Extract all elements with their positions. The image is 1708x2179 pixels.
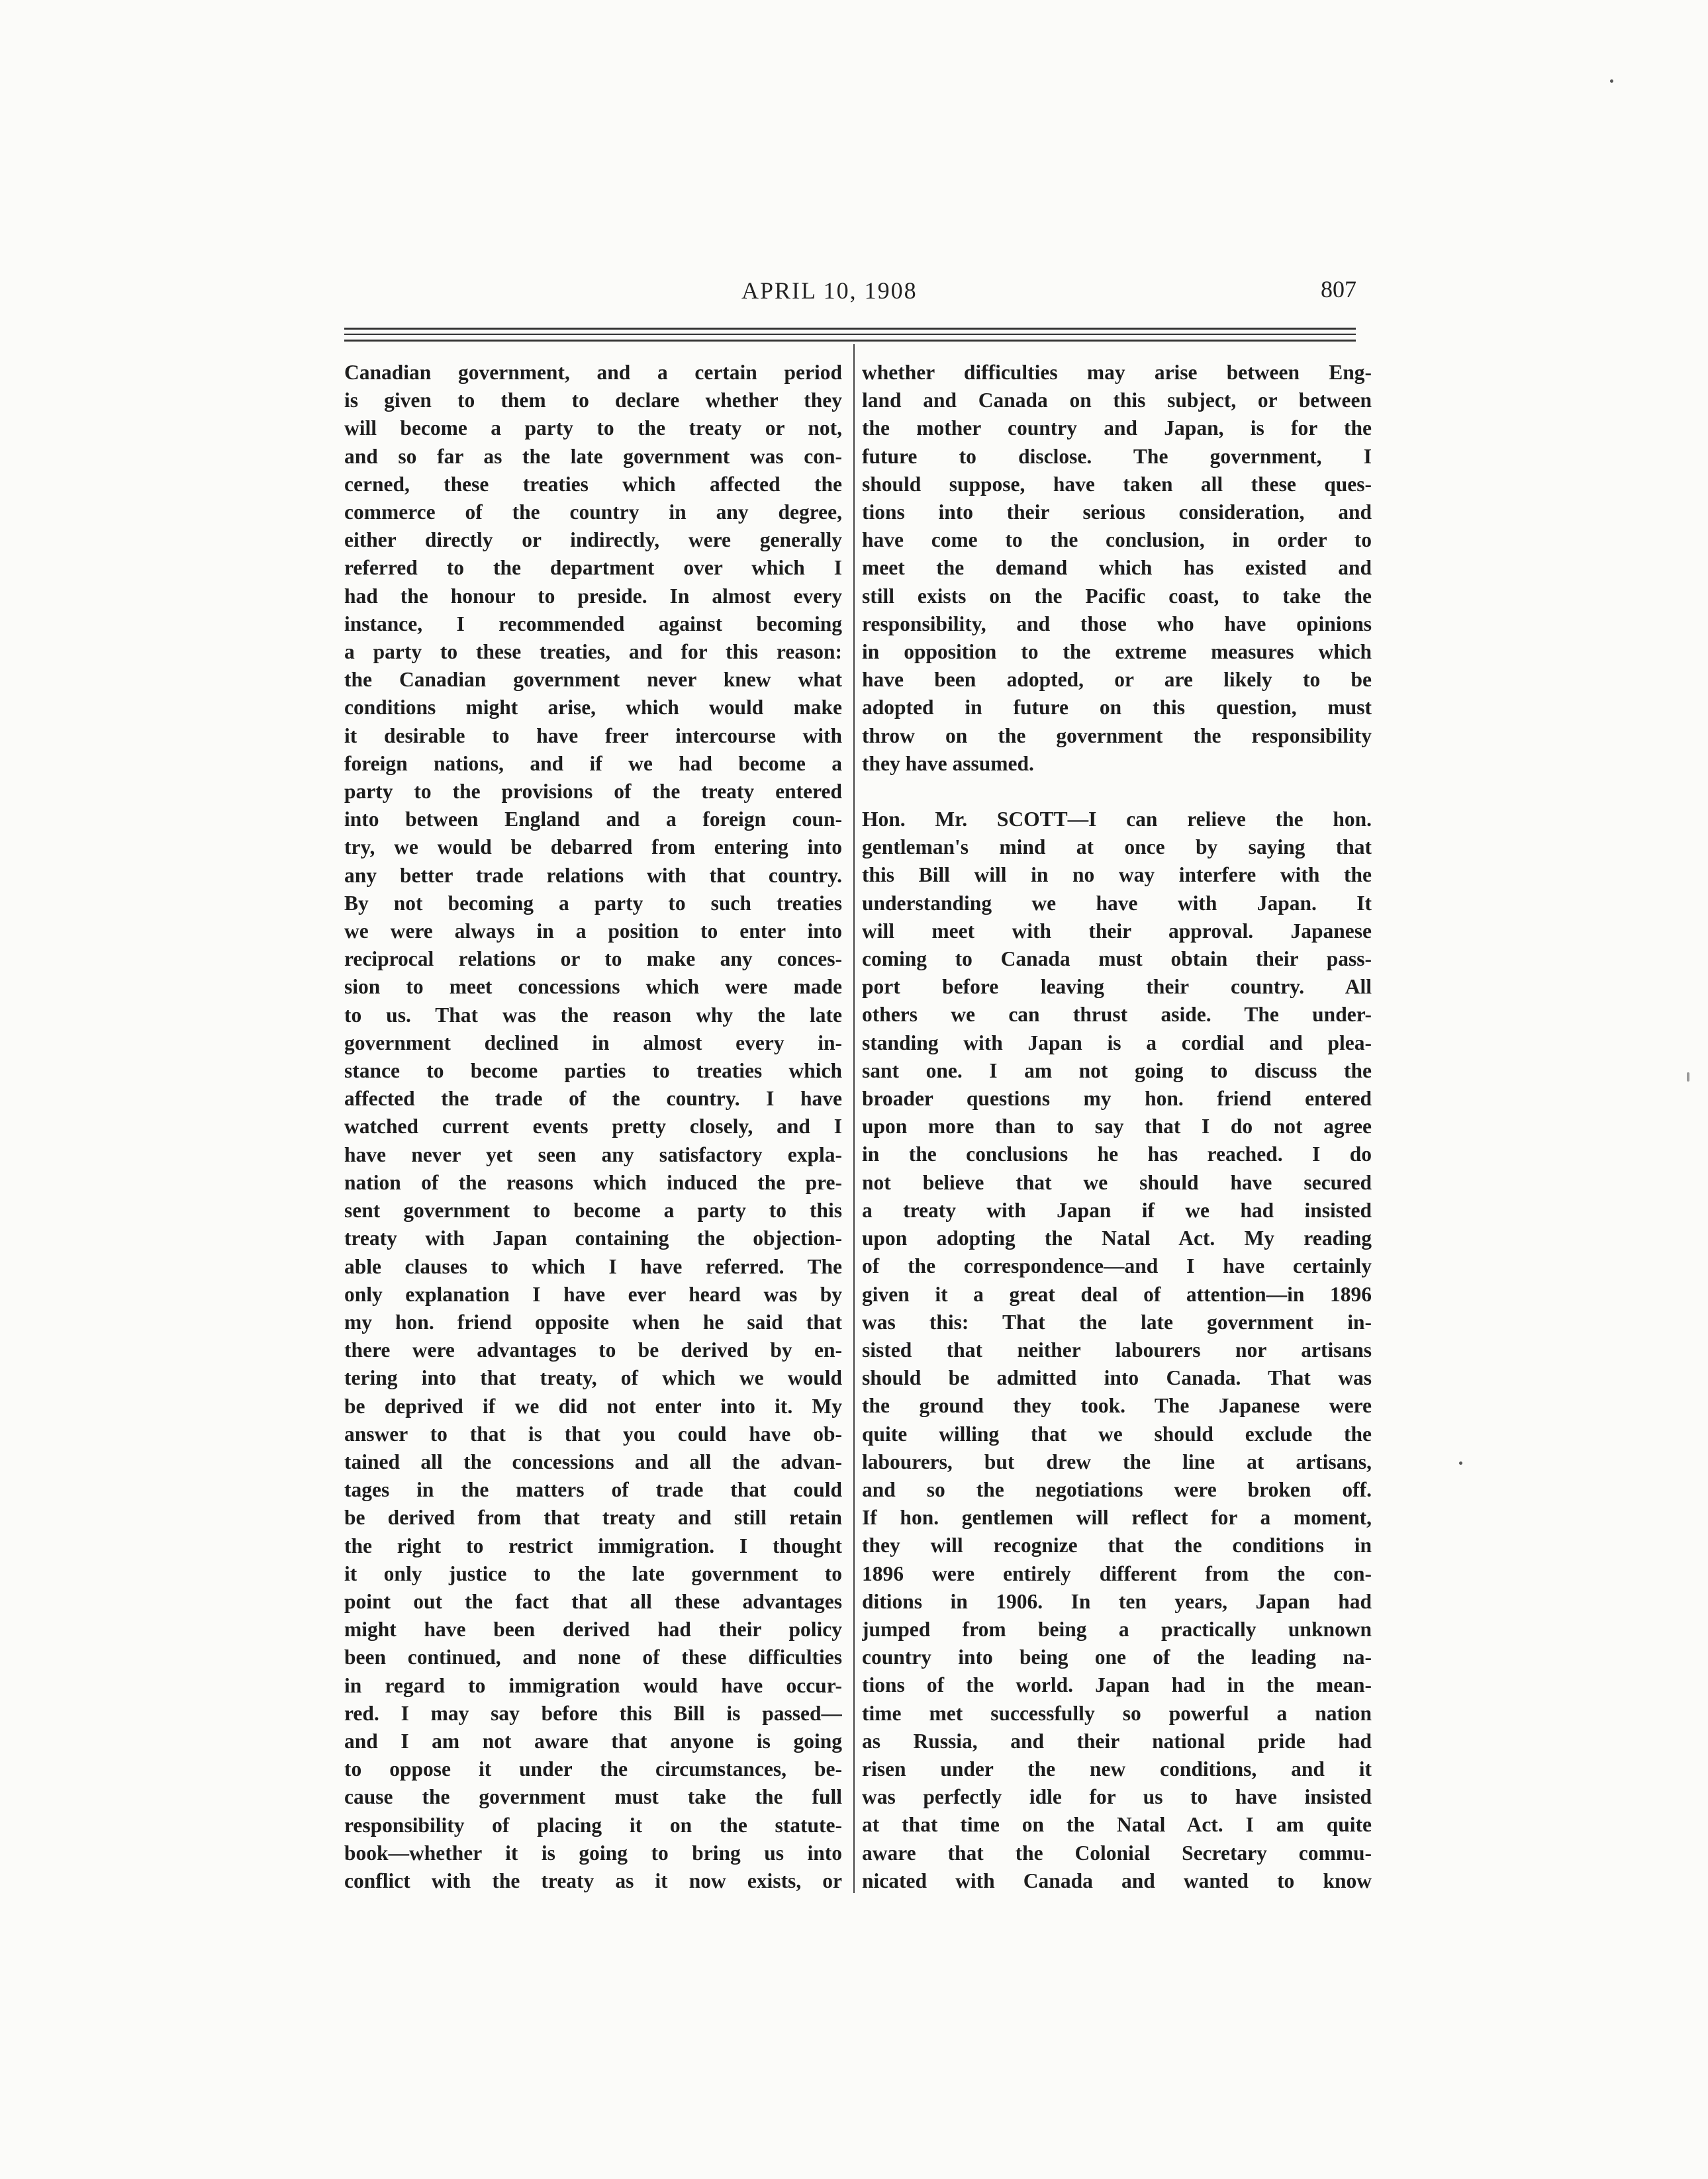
text-line: should be admitted into Canada. That was bbox=[862, 1366, 1372, 1390]
text-line: we were always in a position to enter into bbox=[344, 919, 842, 943]
text-line: a party to these treaties, and for this reason: bbox=[344, 640, 842, 664]
text-line: watched current events pretty closely, and I bbox=[344, 1115, 842, 1138]
text-line: still exists on the Pacific coast, to take the bbox=[862, 584, 1372, 608]
text-line: coming to Canada must obtain their pass- bbox=[862, 947, 1372, 971]
page-number: 807 bbox=[1321, 276, 1356, 302]
text-line: affected the trade of the country. I have bbox=[344, 1087, 842, 1111]
text-line: and so far as the late government was con- bbox=[344, 444, 842, 468]
text-line: standing with Japan is a cordial and plea- bbox=[862, 1031, 1372, 1054]
text-line: ditions in 1906. In ten years, Japan had bbox=[862, 1589, 1372, 1613]
text-line: at that time on the Natal Act. I am quite bbox=[862, 1813, 1372, 1837]
text-line: land and Canada on this subject, or between bbox=[862, 389, 1372, 412]
text-line: sion to meet concessions which were made bbox=[344, 975, 842, 999]
text-line: understanding we have with Japan. It bbox=[862, 891, 1372, 915]
text-line: as Russia, and their national pride had bbox=[862, 1729, 1372, 1753]
text-line: others we can thrust aside. The under- bbox=[862, 1003, 1372, 1027]
column-divider bbox=[853, 344, 855, 1893]
text-line: instance, I recommended against becoming bbox=[344, 612, 842, 635]
text-line: port before leaving their country. All bbox=[862, 975, 1372, 999]
text-line: be deprived if we did not enter into it. My bbox=[344, 1394, 842, 1418]
text-line: any better trade relations with that country. bbox=[344, 863, 842, 887]
text-line: nicated with Canada and wanted to know bbox=[862, 1869, 1372, 1892]
text-line: able clauses to which I have referred. The bbox=[344, 1254, 842, 1278]
text-line: referred to the department over which I bbox=[344, 556, 842, 580]
text-line: responsibility of placing it on the statute- bbox=[344, 1813, 842, 1837]
text-line: country into being one of the leading na- bbox=[862, 1646, 1372, 1669]
text-line: given it a great deal of attention—in 1896 bbox=[862, 1282, 1372, 1306]
text-line: in the conclusions he has reached. I do bbox=[862, 1142, 1372, 1166]
text-line: they will recognize that the conditions in bbox=[862, 1534, 1372, 1557]
text-line: party to the provisions of the treaty entered bbox=[344, 780, 842, 804]
text-line: sisted that neither labourers nor artisans bbox=[862, 1338, 1372, 1362]
text-line: be derived from that treaty and still retain bbox=[344, 1506, 842, 1530]
text-line: cause the government must take the full bbox=[344, 1785, 842, 1809]
text-line: whether difficulties may arise between Eng- bbox=[862, 361, 1372, 384]
scan-speck bbox=[1610, 79, 1613, 83]
text-line: was this: That the late government in- bbox=[862, 1310, 1372, 1334]
text-line: responsibility, and those who have opinions bbox=[862, 612, 1372, 635]
text-line: have never yet seen any satisfactory expla- bbox=[344, 1142, 842, 1166]
text-line: broader questions my hon. friend entered bbox=[862, 1087, 1372, 1111]
header-rule-top bbox=[344, 328, 1356, 330]
header-rule-bottom bbox=[344, 340, 1356, 342]
text-line: this Bill will in no way interfere with the bbox=[862, 863, 1372, 887]
text-line: will meet with their approval. Japanese bbox=[862, 919, 1372, 943]
text-line: in opposition to the extreme measures which bbox=[862, 640, 1372, 664]
text-line: future to disclose. The government, I bbox=[862, 444, 1372, 468]
text-line: a treaty with Japan if we had insisted bbox=[862, 1198, 1372, 1222]
text-line: have been adopted, or are likely to be bbox=[862, 668, 1372, 692]
right-paragraph-2 bbox=[862, 806, 1372, 1895]
text-line: time met successfully so powerful a nation bbox=[862, 1701, 1372, 1725]
text-line: had the honour to preside. In almost every bbox=[344, 584, 842, 608]
text-line: was perfectly idle for us to have insisted bbox=[862, 1785, 1372, 1809]
scan-speck bbox=[1459, 1461, 1462, 1465]
text-line: foreign nations, and if we had become a bbox=[344, 751, 842, 775]
text-line: tained all the concessions and all the advan- bbox=[344, 1450, 842, 1473]
text-line: If hon. gentlemen will reflect for a moment, bbox=[862, 1506, 1372, 1530]
text-line: either directly or indirectly, were generally bbox=[344, 528, 842, 552]
text-line: answer to that is that you could have ob- bbox=[344, 1422, 842, 1446]
text-line: upon adopting the Natal Act. My reading bbox=[862, 1227, 1372, 1250]
text-line: Canadian government, and a certain period bbox=[344, 361, 842, 384]
right-paragraph-1 bbox=[862, 359, 1372, 778]
text-line: aware that the Colonial Secretary commu- bbox=[862, 1841, 1372, 1865]
text-line: and so the negotiations were broken off. bbox=[862, 1477, 1372, 1501]
text-line: only explanation I have ever heard was by bbox=[344, 1282, 842, 1306]
paragraph-gap bbox=[862, 778, 1372, 806]
text-line: it desirable to have freer intercourse with bbox=[344, 723, 842, 747]
text-line: and I am not aware that anyone is going bbox=[344, 1729, 842, 1753]
text-line: not believe that we should have secured bbox=[862, 1170, 1372, 1194]
text-line: have come to the conclusion, in order to bbox=[862, 528, 1372, 552]
text-line: to us. That was the reason why the late bbox=[344, 1003, 842, 1027]
text-line: book—whether it is going to bring us into bbox=[344, 1841, 842, 1865]
text-line: quite willing that we should exclude the bbox=[862, 1422, 1372, 1446]
text-line: tering into that treaty, of which we would bbox=[344, 1366, 842, 1390]
text-line: will become a party to the treaty or not, bbox=[344, 416, 842, 440]
text-line: tages in the matters of trade that could bbox=[344, 1478, 842, 1502]
text-line: it only justice to the late government to bbox=[344, 1561, 842, 1585]
text-line: sant one. I am not going to discuss the bbox=[862, 1058, 1372, 1082]
text-line: is given to them to declare whether they bbox=[344, 389, 842, 412]
text-line: meet the demand which has existed and bbox=[862, 556, 1372, 580]
text-line: sent government to become a party to this bbox=[344, 1199, 842, 1223]
text-line: treaty with Japan containing the objection- bbox=[344, 1227, 842, 1250]
right-column bbox=[862, 359, 1372, 1895]
text-line: nation of the reasons which induced the pre- bbox=[344, 1170, 842, 1194]
text-line: stance to become parties to treaties which bbox=[344, 1059, 842, 1083]
text-line: might have been derived had their policy bbox=[344, 1618, 842, 1642]
text-line: Hon. Mr. SCOTT—I can relieve the hon. bbox=[862, 808, 1372, 831]
text-line: the right to restrict immigration. I thought bbox=[344, 1534, 842, 1557]
header-rule-middle bbox=[344, 334, 1356, 335]
text-line: my hon. friend opposite when he said that bbox=[344, 1310, 842, 1334]
text-line: there were advantages to be derived by en- bbox=[344, 1338, 842, 1362]
text-line: gentleman's mind at once by saying that bbox=[862, 835, 1372, 859]
text-line: point out the fact that all these advantages bbox=[344, 1589, 842, 1613]
text-line: tions of the world. Japan had in the mean- bbox=[862, 1673, 1372, 1697]
text-line: jumped from being a practically unknown bbox=[862, 1617, 1372, 1641]
text-line: red. I may say before this Bill is passed— bbox=[344, 1701, 842, 1725]
text-line: government declined in almost every in- bbox=[344, 1031, 842, 1054]
text-line: tions into their serious consideration, and bbox=[862, 500, 1372, 524]
text-line: should suppose, have taken all these ques- bbox=[862, 472, 1372, 496]
text-line: cerned, these treaties which affected the bbox=[344, 472, 842, 496]
text-line: been continued, and none of these difficulties bbox=[344, 1646, 842, 1669]
text-line: the Canadian government never knew what bbox=[344, 668, 842, 692]
text-line: try, we would be debarred from entering into bbox=[344, 835, 842, 859]
text-line: commerce of the country in any degree, bbox=[344, 500, 842, 524]
text-line: to oppose it under the circumstances, be- bbox=[344, 1757, 842, 1781]
text-line: in regard to immigration would have occur- bbox=[344, 1673, 842, 1697]
scan-speck bbox=[1687, 1072, 1689, 1082]
text-line: risen under the new conditions, and it bbox=[862, 1757, 1372, 1781]
text-line: reciprocal relations or to make any conces- bbox=[344, 947, 842, 971]
text-line: the ground they took. The Japanese were bbox=[862, 1394, 1372, 1418]
text-line: 1896 were entirely different from the con- bbox=[862, 1561, 1372, 1585]
text-line: labourers, but drew the line at artisans, bbox=[862, 1450, 1372, 1473]
text-line: the mother country and Japan, is for the bbox=[862, 416, 1372, 440]
left-column bbox=[344, 359, 842, 1895]
text-line: By not becoming a party to such treaties bbox=[344, 891, 842, 915]
text-line: upon more than to say that I do not agree bbox=[862, 1115, 1372, 1138]
text-line: they have assumed. bbox=[862, 751, 1034, 775]
header-date: APRIL 10, 1908 bbox=[741, 277, 918, 304]
text-line: into between England and a foreign coun- bbox=[344, 808, 842, 831]
text-line: of the correspondence—and I have certainly bbox=[862, 1254, 1372, 1278]
text-line: conditions might arise, which would make bbox=[344, 696, 842, 719]
text-line: throw on the government the responsibility bbox=[862, 723, 1372, 747]
text-line: adopted in future on this question, must bbox=[862, 696, 1372, 719]
text-line: conflict with the treaty as it now exists, or bbox=[344, 1869, 842, 1892]
